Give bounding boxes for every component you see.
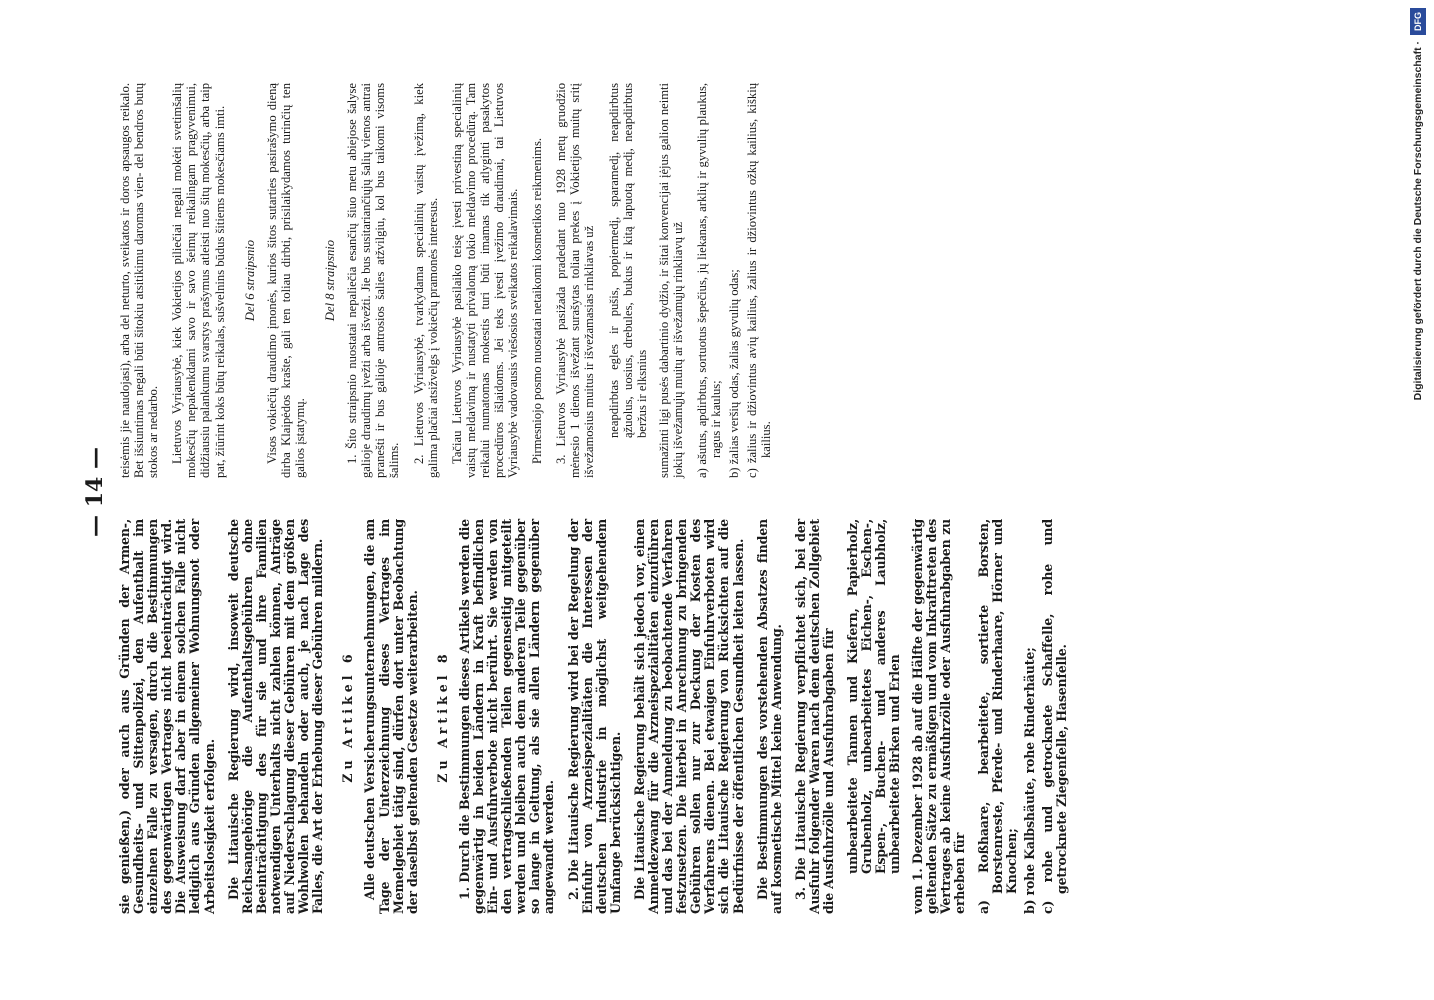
paragraph: sumažinti ligi pusės dabartinio dydžio, ir šitai konvencijai įėjus galion neimti jokių išvežamųjų muitų ar išvežamųjų rinkliavų už [656,83,685,478]
funder-note [1408,8,1428,988]
paragraph: sie genießen,) oder auch aus Gründen der Armen-, Gesundheits- und Sittenpolizei, den Aufenthalt im einzelnen Falle zu versagen, durch die Bestimmungen des gegenwärtigen Vertrages nicht beeinträchtigt wird. Die Ausweisung darf aber in einem solchen Falle nicht lediglich aus Gründen allgemeiner Wohnungsnot oder Arbeitslosigkeit erfolgen. [117,519,217,914]
list-item: a) Roßhaare, bearbeitete, sortierte Borsten, Borstenreste, Pferde- und Rinderhaare, Hörner und Knochen; [975,519,1020,914]
goods-list: unbearbeitete Tannen und Kiefern, Papierholz, Grubenholz, unbearbeitetes Eichen-, Eschen-, Espen-, Buchen- und anderes Laubholz, unbearbeitete Birken und Erlen [845,519,903,874]
paragraph: Pirmesniojo posmo nuostatai netaikomi kosmetikos reikmenims. [530,137,545,464]
article-heading: Del 8 straipsnio [323,239,338,322]
rotated-page [72,62,1292,922]
paragraph: 2. Lietuvos Vyriausybė, tvarkydama specialinių vaistų įvežimą, kiek galima plačiai atsižvelgs į vokiečių pramonės interesus. [411,83,440,478]
list-item: b) žalias veršių odas, žalias gyvulių odas; [727,269,742,478]
paragraph: Die Litauische Regierung behält sich jedoch vor, einen Anmeldezwang für die Arzneispezialitäten einzuführen und das bei der Anmeldung zu beobachtende Verfahren festzusetzen. Die hierbei in Anrechnung zu bringenden Gebühren sollen nur zur Deckung der Kosten des Verfahrens dienen. Bei etwaigen Einfuhrverboten wird sich die Litauische Regierung von Rücksichten auf die Bedürfnisse der öffentlichen Gesundheit leiten lassen. [631,519,746,914]
paragraph: 3. Lietuvos Vyriausybė pasižada pradedant nuo 1928 metų gruodžio mėnesio 1 dienos išvežant surašytas toliau prekes į Vokietijos muitų sritį išvežamosius muitus ir išvežamasias rinkliavas už [554,83,597,478]
german-column [118,519,1298,914]
lithuanian-column [118,83,1298,478]
article-heading: Zu Artikel 8 [434,650,450,783]
list-item: b) rohe Kalbshäute, rohe Rinderhäute; [1022,647,1038,914]
paragraph: Die Litauische Regierung wird, insoweit deutsche Reichsangehörige die Aufenthaltsgebühren ohne Beeinträchtigung des für sie und ihre Familien notwendigen Unterhalts nicht zahlen können, Anträge auf Niederschlagung dieser Gebühren mit dem größten Wohlwollen behandeln oder auch, je nach Lage des Falles, die Art der Erhebung dieser Gebühren mildern. [225,519,326,914]
paragraph: 3. Die Litauische Regierung verpflichtet sich, bei der Ausfuhr folgender Waren nach dem deutschen Zollgebiet die Ausfuhrzölle und Ausfuhrabgaben für [792,519,837,914]
paragraph: Visos vokiečių draudimo įmonės, kurios šitos sutarties pasirašymo dieną dirba Klaipėdos krašte, gali ten toliau dirbti, prisilaikydamos turinčių ten galios įstatymų. [264,83,307,478]
paragraph: 1. Durch die Bestimmungen dieses Artikels werden die gegenwärtig in beiden Ländern in Kraft befindlichen Ein- und Ausfuhrverbote nicht berührt. Sie werden von den vertragschließenden Teilen gegenseitig mitgeteilt werden und bleiben auch dem anderen Teile gegenüber so lange in Geltung, als sie allen Ländern gegenüber angewandt werden. [456,519,557,914]
page-number: — 14 — [82,447,108,537]
paragraph: Lietuvos Vyriausybė, kiek Vokietijos piliečiai negali mokėti svetimšalių mokesčių nepakenkdami savo ir savo šeimų reikalingam pragyvenimui, didžiausiu palankumu svarstys prašymus atleisti nuo šitų mokesčių, arba taip pat, žiūrint koks būtų reikalas, sušvelnins būdus šitiems mokesčiams imti. [170,83,227,478]
paragraph: Tačiau Lietuvos Vyriausybė pasilaiko teisę įvesti privestiną specialinių vaistų meldavimą ir nustatyti privalomą tokio meldavimo procedūrą. Tam reikalui numatomas mokestis turi būti imamas tik atlyginti pasakytos procedūros išlaidoms. Jei teks įvesti įvežimo draudimai, tai Lietuvos Vyriausybė vadovausis viešosios sveikatos reikalavimais. [449,83,521,478]
paragraph: Die Bestimmungen des vorstehenden Absatzes finden auf kosmetische Mittel keine Anwendung. [754,519,784,914]
list-item: c) žalius ir džiovintus avių kailius, žalius ir džiovintus ožkų kailius, kiškių kailius. [745,83,774,478]
paragraph: Alle deutschen Versicherungsunternehmungen, die am Tage der Unterzeichnung dieses Vertrages im Memelgebiet tätig sind, dürfen dort unter Beobachtung der daselbst geltenden Gesetze weiterarbeiten. [362,519,420,914]
funder-text: Digitalisierung gefördert durch die Deutsche Forschungsgemeinschaft · [1412,41,1424,401]
paragraph: vom 1. Dezember 1928 ab auf die Hälfte der gegenwärtig geltenden Sätze zu ermäßigen und vom Inkrafttreten des Vertrages ab keine Ausfuhrzölle oder Ausfuhrabgaben zu erheben für [909,519,967,914]
dfg-logo: DFG [1410,8,1426,35]
paragraph: 1. Šito straipsnio nuostatai nepaliečia esančių šiuo metu abiejose šalyse galioje draudimų įvežti arba išvežti. Jie bus susitariančiųjų šalių vienos antrai pranešti ir bus galioje antrosios šalies atžvilgiu, kol bus taikomi visoms šalims. [345,83,402,478]
list-item: c) rohe und getrocknete Schaffelle, rohe und getrocknete Ziegenfelle, Hasenfelle. [1040,519,1070,914]
article-heading: Zu Artikel 6 [340,650,356,783]
article-heading: Del 6 straipsnio [242,239,257,322]
list-item: a) ašutus, apdirbtus, sortuotus šepečius, jų liekanas, arklių ir gyvulių plaukus, ragus ir kaulus; [695,83,724,478]
paragraph: teisėmis jie naudojasi), arba del neturto, sveikatos ir doros apsaugos reikalo. Bet išsiuntimas negali būti šitokiu atsitikimu daromas vien- del bendros butų stokos ar nedarbo. [118,83,161,478]
paragraph: 2. Die Litauische Regierung wird bei der Regelung der Einfuhr von Arzneispezialitäten die Interessen der deutschen Industrie in möglichst weitgehendem Umfange berücksichtigen. [565,519,623,914]
goods-list: neapdirbtas egles ir pušis, popiermedį, sparamedį, neapdirbtus ąžuolus, uosius, drebules, bukus ir kitą lapuotą medį, neapdirbtus beržus ir elksnius [606,83,649,438]
